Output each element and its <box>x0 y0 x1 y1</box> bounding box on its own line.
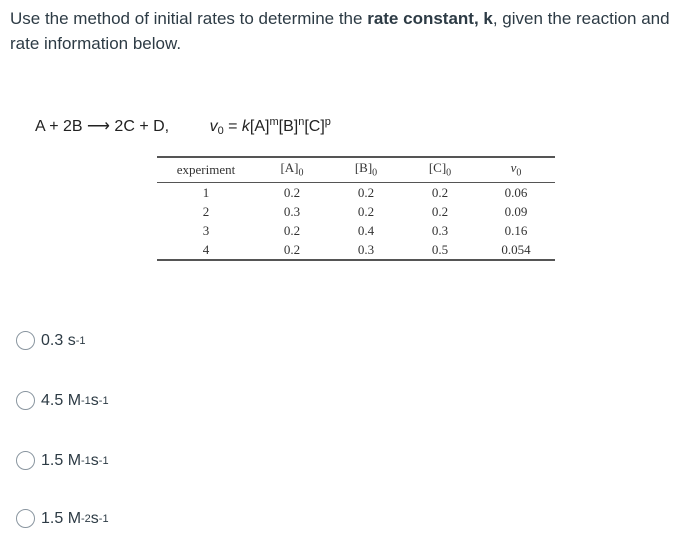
cell-c: 0.3 <box>431 223 449 238</box>
rate-m: m <box>269 116 279 128</box>
header-v-sub: 0 <box>516 167 522 179</box>
answer-option-2[interactable]: 4.5 M -1 s -1 <box>16 391 109 410</box>
cell-a: 0.2 <box>283 223 301 238</box>
header-c <box>403 157 477 183</box>
header-b <box>329 157 403 183</box>
cell-v: 0.09 <box>504 204 528 219</box>
cell-a: 0.2 <box>283 185 301 200</box>
radio-button-icon[interactable] <box>16 391 35 410</box>
cell-b: 0.4 <box>357 223 375 238</box>
cell-a: 0.2 <box>255 240 329 260</box>
rate-b: [B] <box>278 118 299 135</box>
rate-a: [A] <box>249 118 270 135</box>
cell-c: 0.5 <box>403 240 477 260</box>
option-2-base2: s <box>90 391 99 409</box>
question-bold: rate constant, k <box>367 9 493 28</box>
option-2-base: 4.5 M <box>41 391 82 409</box>
rate-law <box>210 118 331 135</box>
table-row <box>157 240 555 260</box>
header-c-label: [C] <box>428 160 447 176</box>
cell-c: 0.2 <box>431 185 449 200</box>
radio-button-icon[interactable] <box>16 331 35 350</box>
header-v-label: v <box>510 160 517 176</box>
header-experiment: experiment <box>157 157 255 183</box>
header-c-sub: 0 <box>446 167 452 179</box>
header-a-sub: 0 <box>298 167 304 179</box>
question-part2: , given the reaction and rate information below. <box>10 9 670 53</box>
option-3-base: 1.5 M <box>41 451 82 469</box>
cell-experiment: 1 <box>202 185 210 200</box>
rate-k: k <box>241 118 250 135</box>
cell-v: 0.16 <box>504 223 528 238</box>
cell-b: 0.3 <box>329 240 403 260</box>
table-header-row <box>157 157 555 183</box>
reaction: A + 2B ⟶ 2C + D, <box>35 118 170 135</box>
radio-button-icon[interactable] <box>16 509 35 528</box>
header-a-label: [A] <box>280 160 299 176</box>
rate-v: v <box>209 118 218 135</box>
option-3-base2: s <box>90 451 99 469</box>
option-4-base2: s <box>90 509 99 527</box>
option-4-base: 1.5 M <box>41 509 82 527</box>
cell-v: 0.054 <box>477 240 555 260</box>
table-row <box>157 202 555 221</box>
question-part1: Use the method of initial rates to determine the <box>10 9 368 28</box>
cell-b: 0.2 <box>357 185 375 200</box>
rate-v-sub: 0 <box>217 125 224 137</box>
cell-experiment: 3 <box>202 223 210 238</box>
header-b-sub: 0 <box>372 167 378 179</box>
table-row <box>157 221 555 240</box>
cell-v: 0.06 <box>504 185 528 200</box>
table-row <box>157 183 555 203</box>
question-text <box>10 6 694 56</box>
rate-eq: = <box>223 118 242 135</box>
cell-c: 0.2 <box>431 204 449 219</box>
rate-c: [C] <box>304 118 325 135</box>
cell-a: 0.3 <box>283 204 301 219</box>
cell-b: 0.2 <box>357 204 375 219</box>
header-b-label: [B] <box>354 160 373 176</box>
option-1-base: 0.3 s <box>41 331 76 349</box>
answer-option-1[interactable]: 0.3 s -1 <box>16 331 85 350</box>
cell-experiment: 2 <box>202 204 210 219</box>
answer-option-4[interactable]: 1.5 M -2 s -1 <box>16 509 109 528</box>
cell-experiment: 4 <box>157 240 255 260</box>
header-v <box>477 157 555 183</box>
rate-data-table <box>157 156 555 261</box>
rate-n: n <box>298 116 305 128</box>
reaction-equation <box>35 116 331 136</box>
radio-button-icon[interactable] <box>16 451 35 470</box>
answer-option-3[interactable]: 1.5 M -1 s -1 <box>16 451 109 470</box>
header-a <box>255 157 329 183</box>
rate-p: p <box>324 116 331 128</box>
